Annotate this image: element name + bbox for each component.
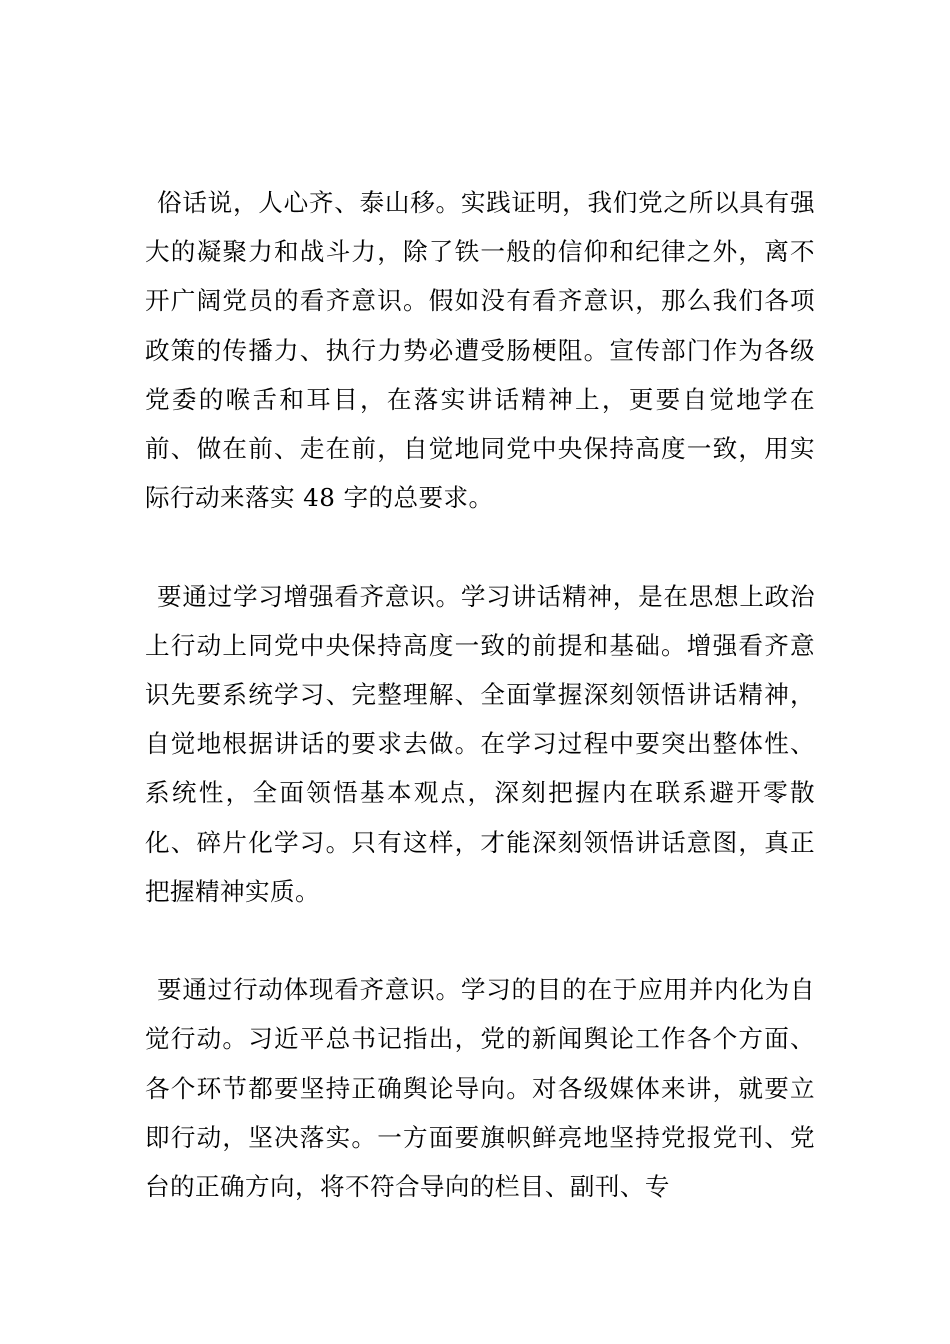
paragraph-2: 要通过学习增强看齐意识。学习讲话精神，是在思想上政治上行动上同党中央保持高度一致的前提和基础。增强看齐意识先要系统学习、完整理解、全面掌握深刻领悟讲话精神，自觉地根据讲话的要求去做。在学习过程中要突出整体性、系统性，全面领悟基本观点，深刻把握内在联系避开零散化、碎片化学习。只有这样，才能深刻领悟讲话意图，真正把握精神实质。 — [145, 581, 815, 906]
document-body — [145, 178, 815, 1211]
paragraph-3: 要通过行动体现看齐意识。学习的目的在于应用并内化为自觉行动。习近平总书记指出，党的新闻舆论工作各个方面、各个环节都要坚持正确舆论导向。对各级媒体来讲，就要立即行动，坚决落实。一方面要旗帜鲜亮地坚持党报党刊、党台的正确方向，将不符合导向的栏目、副刊、专 — [145, 975, 815, 1202]
paragraph-1: 俗话说，人心齐、泰山移。实践证明，我们党之所以具有强大的凝聚力和战斗力，除了铁一般的信仰和纪律之外，离不开广阔党员的看齐意识。假如没有看齐意识，那么我们各项政策的传播力、执行力势必遭受肠梗阻。宣传部门作为各级党委的喉舌和耳目，在落实讲话精神上，更要自觉地学在前、做在前、走在前，自觉地同党中央保持高度一致，用实际行动来落实 48 字的总要求。 — [145, 188, 815, 513]
